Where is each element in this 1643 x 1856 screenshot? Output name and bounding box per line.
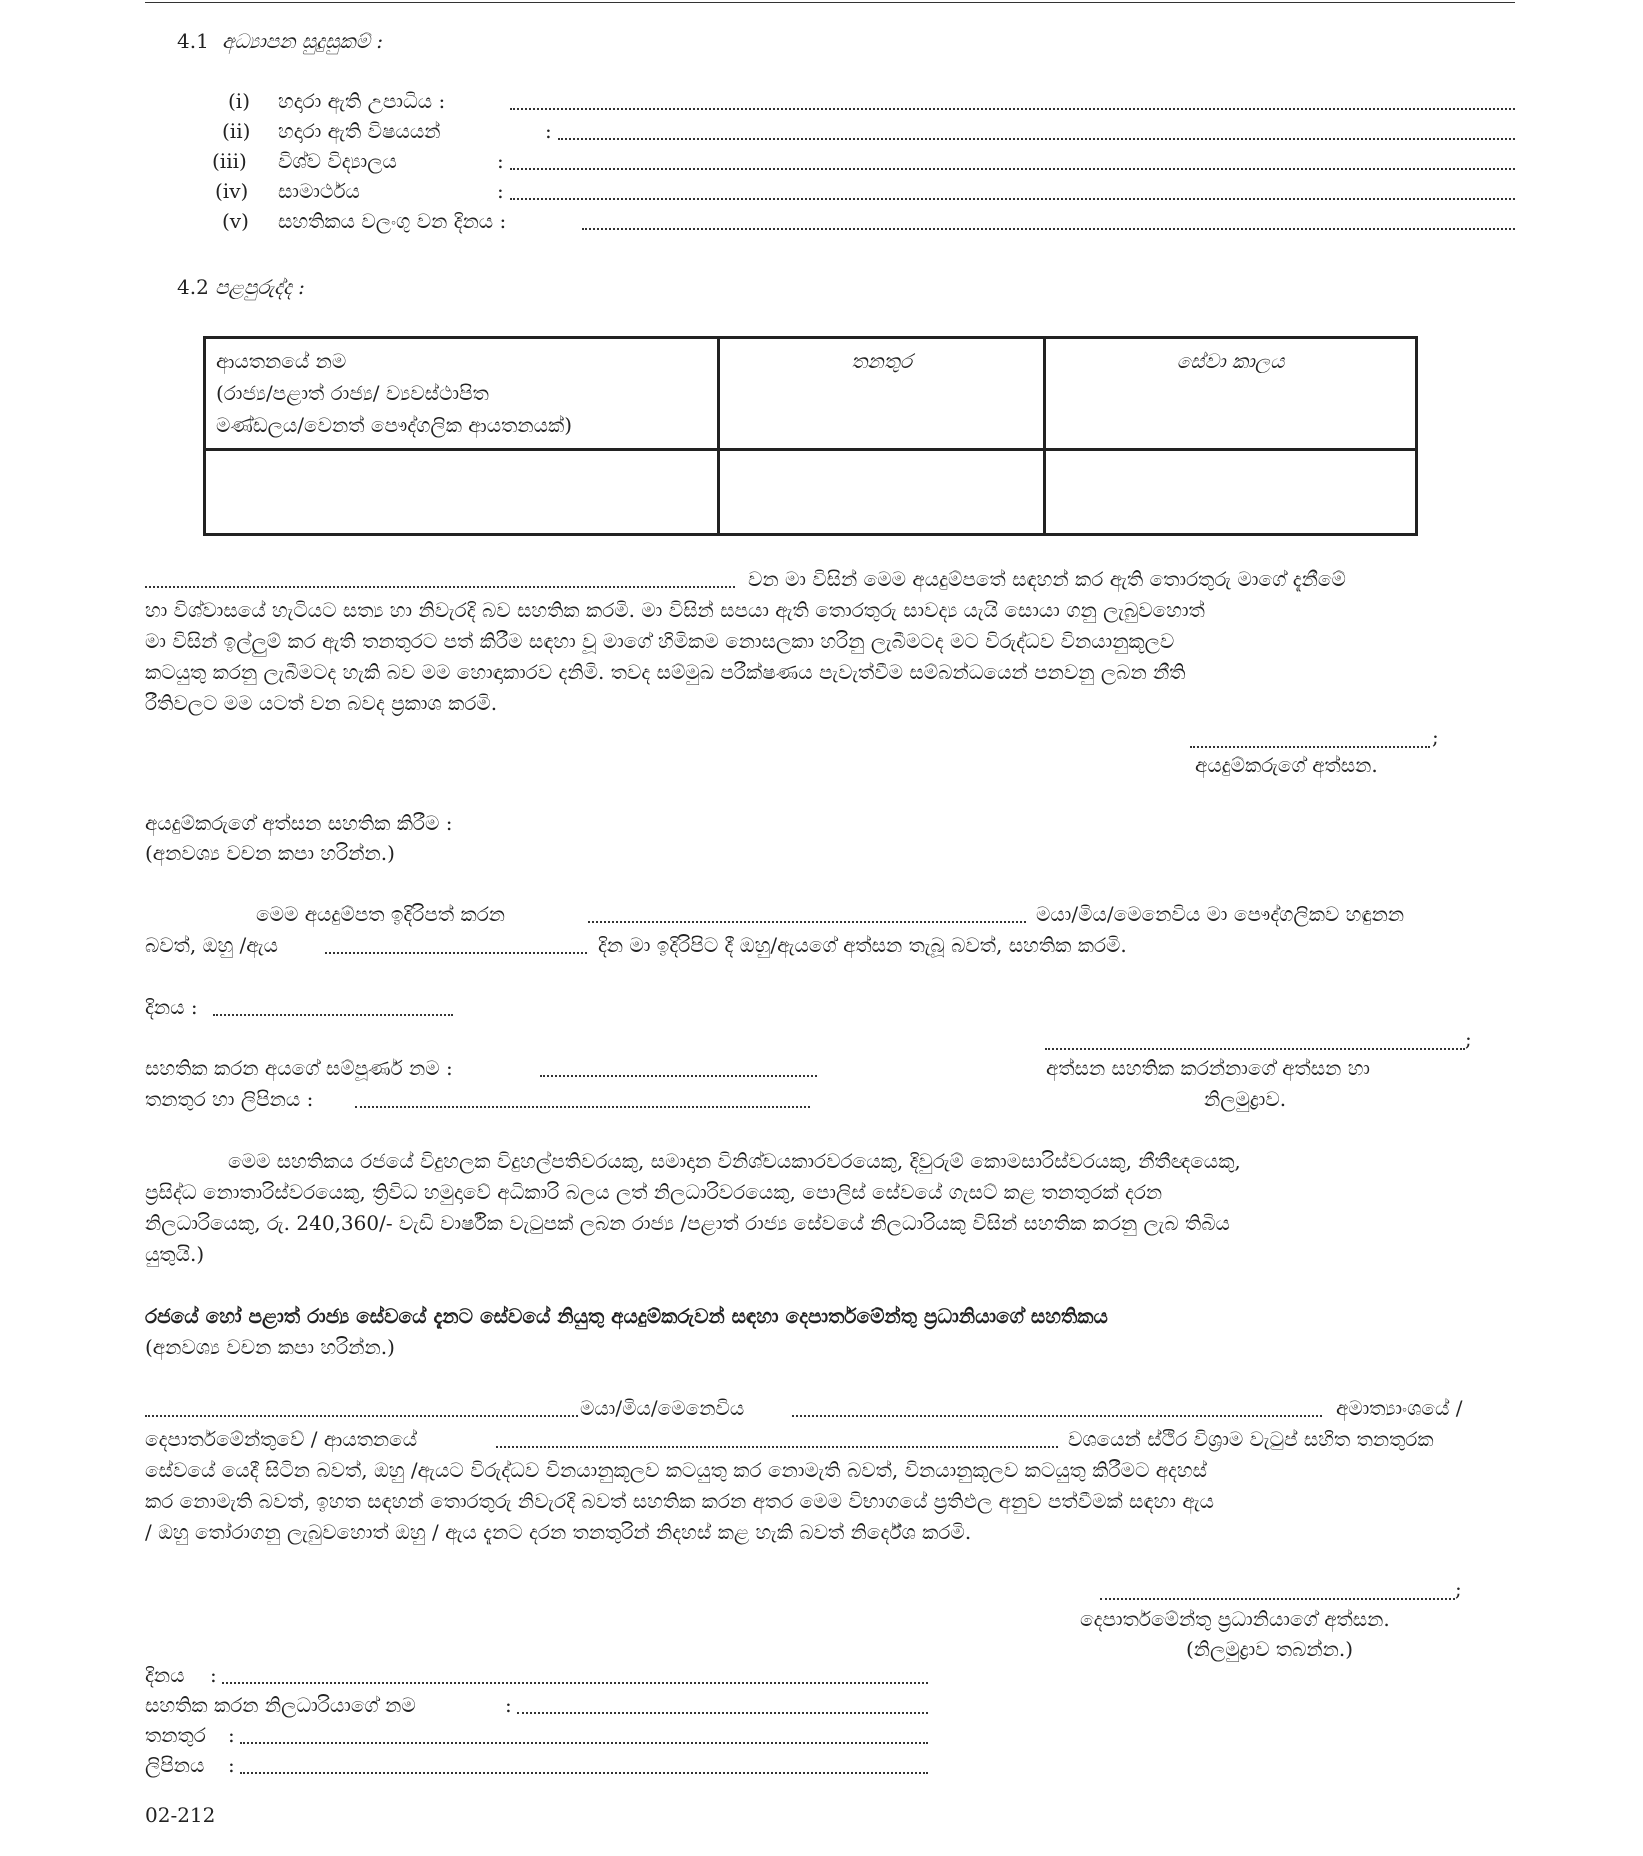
attest-line1b: මයා/මිය/මෙනෙවිය මා පෞද්ගලිකව හඳුනන	[1036, 902, 1405, 926]
section-4-2-number: 4.2	[177, 275, 209, 299]
item-ii-colon: :	[545, 119, 552, 143]
dept-officer-name-field[interactable]	[145, 1397, 578, 1417]
attest-rule-line3: නිලධාරියෙකු, රු. 240,360/- වැඩි වාර්ෂික වැටුපක් ලබන රාජ්‍ය /පළාත් රාජ්‍ය සේවයේ නිලධාරියකු විසින් සහතික කරනු ලැබ තිබිය	[145, 1211, 1230, 1235]
attest-date-label: දිනය :	[145, 995, 198, 1019]
dept-address-label: ලිපිනය	[145, 1753, 205, 1777]
attest-title: අයදුම්කරුගේ අත්සන සහතික කිරීම :	[145, 811, 453, 835]
dept-position-colon: :	[228, 1723, 235, 1747]
attest-position-label: තනතුර හා ලිපිනය :	[145, 1087, 314, 1111]
item-iii-colon: :	[497, 149, 504, 173]
attest-line2a: බවත්, ඔහු /ඇය	[145, 933, 279, 957]
attest-rule-line2: ප්‍රසිද්ධ නොතාරිස්වරයෙකු, ත්‍රිවිධ හමුදාවේ අධිකාරි බලය ලත් නිලධාරිවරයෙකු, පොලිස් සේවයේ ගැසට් කළ තනතුරක් දරන	[145, 1180, 1163, 1204]
page-code: 02-212	[145, 1803, 216, 1827]
item-iv-colon: :	[497, 179, 504, 203]
dept-address-colon: :	[228, 1753, 235, 1777]
attest-rule-line1: මෙම සහතිකය රජයේ විදුහලක විදුහල්පතිවරයකු, සමාදාන විනිශ්චයකාරවරයෙකු, දිවුරුම් කොමසාරිස්වරයකු, නීතීඥයෙකු,	[228, 1149, 1241, 1173]
dept-head-seal-label: (නිලමුද්‍රාව තබන්න.)	[1186, 1637, 1354, 1661]
attest-line1a: මෙම අයදුම්පත ඉදිරිපත් කරන	[256, 902, 506, 926]
dept-line4: කර නොමැති බවත්, ඉහත සඳහන් තොරතුරු නිවැරදි බවත් සහතික කරන අතර මෙම විභාගයේ ප්‍රතිඵල අනුව පත්වීමක් සඳහා ඇය	[145, 1489, 1215, 1513]
dept-line1b: අමාත්‍යාංශයේ /	[1336, 1396, 1463, 1420]
dept-officer-field[interactable]	[517, 1694, 928, 1714]
item-i-roman: (i)	[228, 89, 251, 113]
semicolon: ;	[1455, 1577, 1462, 1601]
dept-head-signature-field[interactable]	[1100, 1580, 1455, 1600]
header-institution-line1: ආයතනයේ නම	[216, 349, 347, 373]
section-4-1-title: අධ්‍යාපන සුදුසුකම් :	[222, 29, 384, 53]
applicant-signature-label: අයදුම්කරුගේ අත්සන.	[1195, 753, 1378, 777]
top-rule	[145, 2, 1515, 3]
dept-line3: සේවයේ යෙදී සිටින බවත්, ඔහු /ඇයට විරුද්ධව විනයානුකූලව කටයුතු කර නොමැති බවත්, විනයානුකූලව කටයුතු කිරීමට අදහස්	[145, 1458, 1208, 1482]
dept-designation-field[interactable]	[496, 1428, 1058, 1448]
attest-day-field[interactable]	[213, 996, 453, 1016]
qualification-degree-field[interactable]	[510, 90, 1515, 110]
attest-line2b: දින මා ඉදිරිපිට දී ඔහු/ඇයගේ අත්සන තැබූ බවත්, සහතික කරමි.	[598, 933, 1127, 957]
dept-note: (අනවශ්‍ය වචන කපා හරින්න.)	[145, 1335, 395, 1359]
dept-title: රජයේ හෝ පළාත් රාජ්‍ය සේවයේ දැනට සේවයේ නියුතු අයදුම්කරුවන් සඳහා දෙපාර්තමේන්තු ප්‍රධානියාගේ සහතිකය	[145, 1304, 1108, 1328]
dept-ministry-field[interactable]	[792, 1397, 1322, 1417]
declaration-line2: හා විශ්වාසයේ හැටියට සත්‍ය හා නිවැරදි බව සහතික කරමි. මා විසින් සපයා ඇති තොරතුරු සාවද්‍ය යැයි සොයා ගනු ලැබුවහොත්	[145, 598, 1205, 622]
item-v-roman: (v)	[222, 209, 249, 233]
dept-line1a: මයා/මිය/මෙනෙවිය	[580, 1396, 745, 1420]
dept-position-label: තනතුර	[145, 1723, 206, 1747]
item-i-label: හදාරා ඇති උපාධිය :	[278, 89, 446, 113]
attest-applicant-name-field[interactable]	[588, 903, 1026, 923]
dept-officer-colon: :	[505, 1693, 512, 1717]
attest-fullname-label: සහතික කරන අයගේ සම්පූර්ණ නම :	[145, 1056, 453, 1080]
attester-signature-label2: නිලමුද්‍රාව.	[1204, 1087, 1287, 1111]
dept-address-field[interactable]	[240, 1754, 928, 1774]
declaration-line1: වන මා විසින් මෙම අයදුම්පතේ සඳහන් කර ඇති තොරතුරු මාගේ දැනීමේ	[748, 567, 1346, 591]
qualification-university-field[interactable]	[510, 150, 1515, 170]
dept-officer-label: සහතික කරන නිලධාරියාගේ නම	[145, 1693, 416, 1717]
item-iv-roman: (iv)	[215, 179, 249, 203]
item-iii-label: විශ්ව විද්‍යාලය	[278, 149, 397, 173]
attest-rule-line4: යුතුයි.)	[145, 1242, 205, 1266]
dept-date-label: දිනය	[145, 1663, 185, 1687]
applicant-name-field[interactable]	[145, 568, 735, 588]
dept-date-field[interactable]	[222, 1664, 928, 1684]
cell-position-input[interactable]	[719, 450, 1045, 535]
dept-line2a: දෙපාර්තමේන්තුවේ / ආයතනයේ	[145, 1427, 418, 1451]
header-service-period: සේවා කාලය	[1045, 338, 1417, 450]
header-position: තනතුර	[719, 338, 1045, 450]
certificate-valid-date-field[interactable]	[582, 210, 1515, 230]
dept-line2b: වශයෙන් ස්ථිර විශ්‍රාම වැටුප් සහිත තනතුරක	[1068, 1427, 1434, 1451]
qualification-pass-field[interactable]	[510, 180, 1515, 200]
item-iii-roman: (iii)	[212, 149, 247, 173]
experience-table	[203, 336, 1418, 536]
semicolon: ;	[1465, 1027, 1472, 1051]
dept-head-signature-label: දෙපාර්තමේන්තු ප්‍රධානියාගේ අත්සන.	[1080, 1607, 1390, 1631]
semicolon: ;	[1432, 725, 1439, 749]
cell-institution-input[interactable]	[205, 450, 719, 535]
attester-signature-label1: අත්සන සහතික කරන්නාගේ අත්සන හා	[1046, 1056, 1371, 1080]
attester-position-field[interactable]	[355, 1088, 810, 1108]
declaration-line3: මා විසින් ඉල්ලුම් කර ඇති තනතුරට පත් කිරීම සඳහා වූ මාගේ හිමිකම නොසලකා හරිනු ලැබීමටද මට විරුද්ධව විනයානුකූලව	[145, 629, 1175, 653]
item-iv-label: සාමාර්ථය	[278, 179, 360, 203]
cell-period-input[interactable]	[1045, 450, 1417, 535]
attester-signature-field[interactable]	[1045, 1030, 1465, 1050]
item-ii-roman: (ii)	[222, 119, 251, 143]
dept-date-colon: :	[210, 1663, 217, 1687]
header-institution-line2: (රාජ්‍ය/පළාත් රාජ්‍ය/ ව්‍යවස්ථාපිත	[216, 381, 489, 405]
declaration-line4: කටයුතු කරනු ලැබීමටද හැකි බව මම හොඳාකාරව දනිමි. තවද සම්මුඛ පරීක්ෂණය පැවැත්වීම සම්බන්ධයෙන් පනවනු ලබන නීති	[145, 660, 1186, 684]
attest-note: (අනවශ්‍ය වචන කපා හරින්න.)	[145, 841, 395, 865]
attester-fullname-field[interactable]	[540, 1057, 817, 1077]
header-institution	[205, 338, 719, 450]
item-ii-label: හදාරා ඇති විෂයයන්	[278, 119, 441, 143]
section-4-1-number: 4.1	[177, 29, 209, 53]
attest-date-field[interactable]	[325, 934, 587, 954]
header-institution-line3: මණ්ඩලය/වෙනත් පෞද්ගලික ආයතනයක්)	[216, 413, 573, 437]
dept-line5: / ඔහු තෝරාගනු ලැබුවහොත් ඔහු / ඇය දැනට දරන තනතුරින් නිදහස් කළ හැකි බවත් නිර්දේශ කරමි.	[145, 1520, 972, 1544]
dept-position-field[interactable]	[240, 1724, 928, 1744]
qualification-subjects-field[interactable]	[558, 120, 1515, 140]
section-4-2-title: පළපුරුද්ද :	[215, 275, 305, 299]
declaration-line5: රීතිවලට මම යටත් වන බවද ප්‍රකාශ කරමි.	[145, 691, 498, 715]
applicant-signature-field[interactable]	[1190, 728, 1430, 748]
item-v-label: සහතිකය වලංගු වන දිනය :	[278, 209, 507, 233]
